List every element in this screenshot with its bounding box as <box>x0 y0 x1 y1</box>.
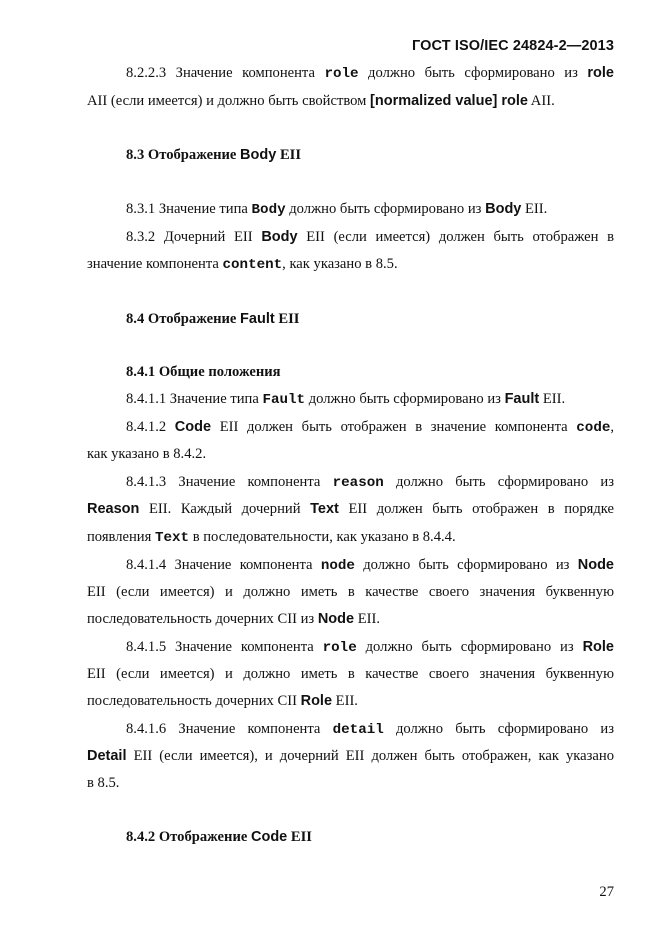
paragraph-8-4-1-5-line-2: EII (если имеется) и должно иметь в качестве своего значения буквенную <box>87 666 614 682</box>
paragraph-8-4-1-4-line-2: EII (если имеется) и должно иметь в качестве своего значения буквенную <box>87 584 614 600</box>
paragraph-8-3-2-line-1: 8.3.2 Дочерний EII Body EII (если имеется) должен быть отображен в <box>126 229 614 245</box>
paragraph-8-4-1-4-line-1: 8.4.1.4 Значение компонента node должно быть сформировано из Node <box>126 557 614 574</box>
document-header: ГОСТ ISO/IEC 24824-2—2013 <box>412 38 614 54</box>
paragraph-8-4-1-6-line-3: в 8.5. <box>87 775 120 791</box>
paragraph-8-4-1-4-line-3: последовательность дочерних CII из Node EII. <box>87 611 380 627</box>
section-heading-8-4-2: 8.4.2 Отображение Code EII <box>126 829 312 845</box>
paragraph-8-3-2-line-2: значение компонента content, как указано в 8.5. <box>87 256 398 273</box>
paragraph-8-2-2-3-line-1: 8.2.2.3 Значение компонента role должно быть сформировано из role <box>126 65 614 82</box>
paragraph-8-4-1-3-line-2: Reason EII. Каждый дочерний Text EII должен быть отображен в порядке <box>87 501 614 517</box>
paragraph-8-4-1-3-line-3: появления Text в последовательности, как указано в 8.4.4. <box>87 529 456 546</box>
paragraph-8-2-2-3-line-2: AII (если имеется) и должно быть свойством [normalized value] role AII. <box>87 93 555 109</box>
paragraph-8-3-1: 8.3.1 Значение типа Body должно быть сформировано из Body EII. <box>126 201 548 218</box>
paragraph-8-4-1-6-line-2: Detail EII (если имеется), и дочерний EII должен быть отображен, как указано <box>87 748 614 764</box>
paragraph-8-4-1-2-line-2: как указано в 8.4.2. <box>87 446 207 462</box>
section-heading-8-3: 8.3 Отображение Body EII <box>126 147 302 163</box>
paragraph-8-4-1-1: 8.4.1.1 Значение типа Fault должно быть сформировано из Fault EII. <box>126 391 566 408</box>
page-number: 27 <box>599 884 614 900</box>
paragraph-8-4-1-3-line-1: 8.4.1.3 Значение компонента reason должно быть сформировано из <box>126 474 614 491</box>
section-heading-8-4-1: 8.4.1 Общие положения <box>126 364 281 380</box>
paragraph-8-4-1-6-line-1: 8.4.1.6 Значение компонента detail должно быть сформировано из <box>126 721 614 738</box>
paragraph-8-4-1-2-line-1: 8.4.1.2 Code EII должен быть отображен в значение компонента code, <box>126 419 615 436</box>
paragraph-8-4-1-5-line-1: 8.4.1.5 Значение компонента role должно быть сформировано из Role <box>126 639 614 656</box>
paragraph-8-4-1-5-line-3: последовательность дочерних CII Role EII. <box>87 693 358 709</box>
section-heading-8-4: 8.4 Отображение Fault EII <box>126 311 300 327</box>
